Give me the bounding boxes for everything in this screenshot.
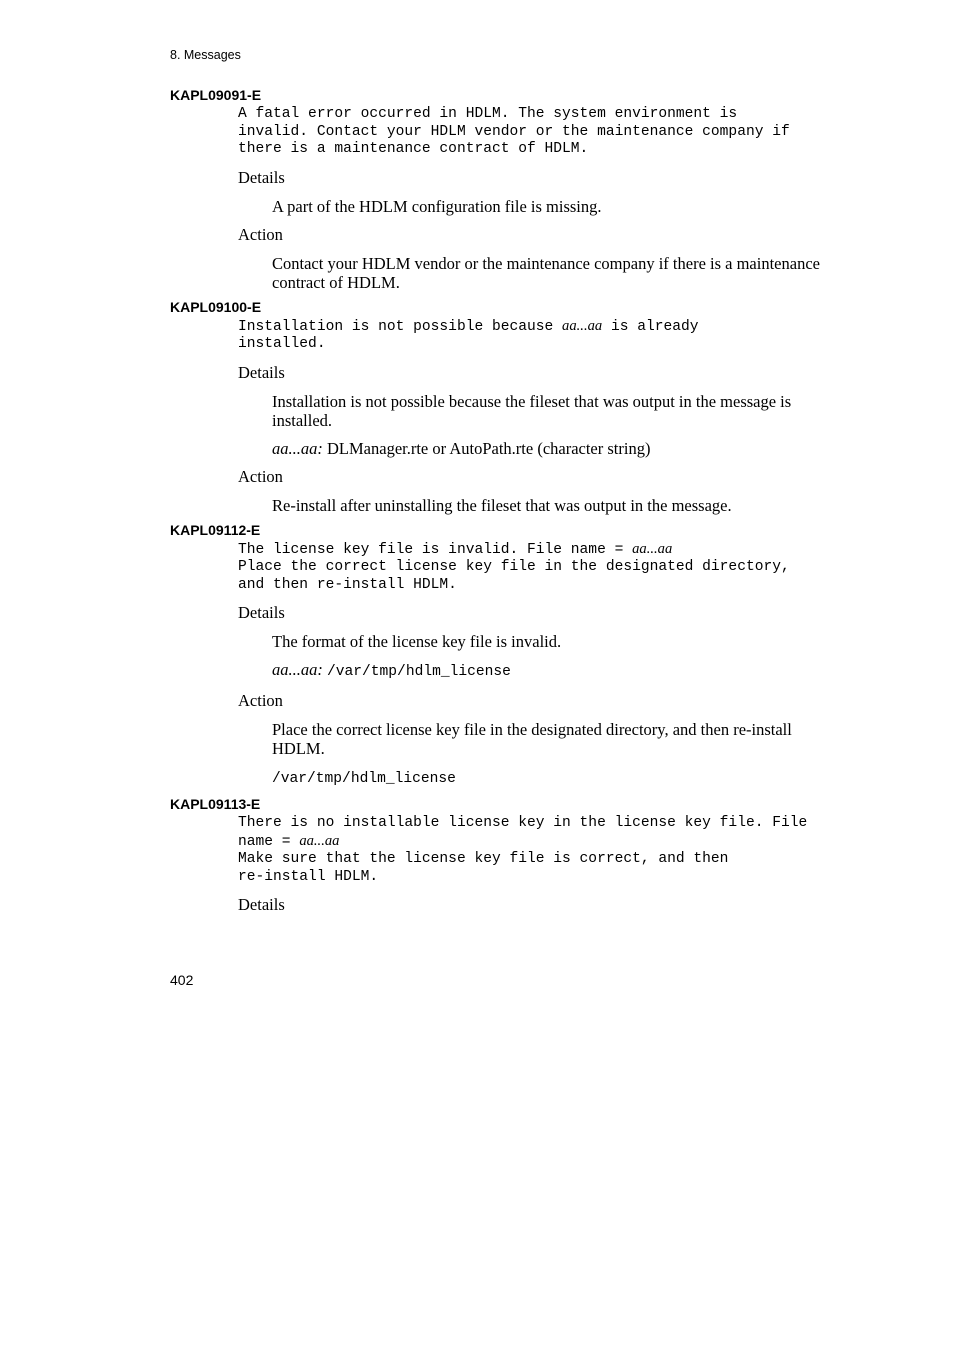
message-text-part: Installation is not possible because (238, 318, 563, 335)
action-heading: Action (238, 224, 283, 244)
details-text: Installation is not possible because the fileset that was output in the message is installed. (272, 391, 792, 430)
details-heading: Details (238, 603, 285, 622)
details-text: The format of the license key file is invalid. (272, 632, 562, 651)
message-entry (170, 796, 850, 915)
message-text-line: and then re-install HDLM. (238, 576, 457, 593)
message-text-line: installed. (238, 336, 326, 352)
message-text-part: The license key file is invalid. File name = (238, 541, 633, 558)
action-text: Contact your HDLM vendor or the maintenance company if there is a maintenance contract of HDLM. (272, 253, 820, 292)
message-id: KAPL09113-E (170, 796, 261, 812)
variable-label: aa...aa: (272, 438, 323, 458)
action-text: Re-install after uninstalling the fileset that was output in the message. (272, 495, 732, 515)
variable-description (272, 439, 832, 458)
message-text-line: re-install HDLM. (238, 868, 379, 885)
path-text: /var/tmp/hdlm_license (272, 771, 456, 787)
variable-description (272, 660, 832, 682)
page-number: 402 (170, 972, 194, 988)
message-text-part: name = (238, 833, 300, 850)
action-path (272, 767, 832, 789)
message-entry (170, 522, 850, 790)
action-heading: Action (238, 466, 283, 486)
message-text (238, 541, 838, 595)
message-id: KAPL09112-E (170, 521, 261, 538)
details-heading: Details (238, 895, 285, 914)
message-text (238, 815, 838, 886)
message-variable: aa...aa (562, 317, 603, 334)
action-heading: Action (238, 691, 283, 710)
variable-label: aa...aa: (272, 660, 323, 679)
running-head: 8. Messages (170, 48, 241, 62)
message-text-line: there is a maintenance contract of HDLM. (238, 141, 589, 157)
message-text (238, 318, 838, 354)
message-variable: aa...aa (299, 832, 340, 849)
variable-value: DLManager.rte or AutoPath.rte (character string) (322, 438, 651, 458)
message-variable: aa...aa (632, 540, 673, 557)
message-text (238, 106, 838, 159)
message-id: KAPL09100-E (170, 298, 262, 315)
message-text-line: Make sure that the license key file is correct, and then (238, 851, 729, 867)
message-id: KAPL09091-E (170, 87, 262, 103)
details-heading: Details (238, 362, 285, 382)
message-entry (170, 87, 850, 292)
message-entry (170, 299, 850, 515)
message-text-line: There is no installable license key in the license key file. File (238, 815, 808, 831)
variable-value: /var/tmp/hdlm_license (327, 664, 511, 680)
document-body (170, 87, 850, 922)
details-text: A part of the HDLM configuration file is missing. (272, 196, 602, 216)
message-text-line: Place the correct license key file in the designated directory, (238, 559, 790, 575)
action-text: Place the correct license key file in the designated directory, and then re-install HDLM. (272, 720, 792, 758)
message-text-line: A fatal error occurred in HDLM. The system environment is (238, 106, 738, 122)
message-text-line: invalid. Contact your HDLM vendor or the maintenance company if (238, 123, 790, 140)
details-heading: Details (238, 167, 285, 187)
message-text-part: is already (602, 318, 699, 335)
